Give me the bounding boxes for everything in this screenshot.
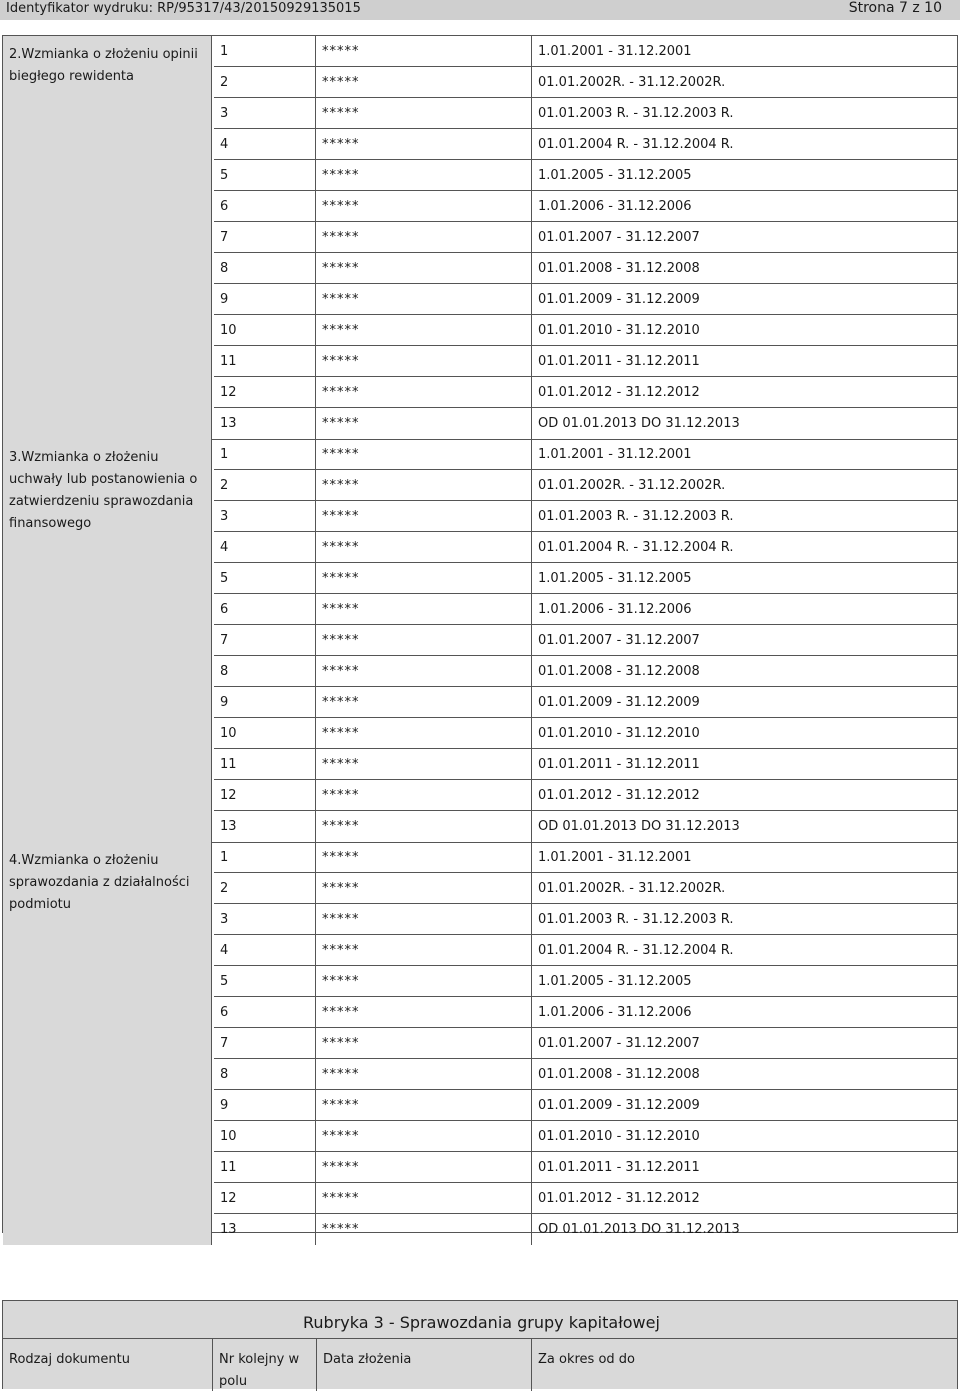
row-number: 13 bbox=[220, 416, 237, 431]
table-row bbox=[214, 501, 957, 532]
section-4 bbox=[3, 842, 957, 1245]
masked-value: ***** bbox=[322, 447, 360, 462]
masked-value: ***** bbox=[322, 292, 360, 307]
period-value: 1.01.2006 - 31.12.2006 bbox=[538, 199, 692, 214]
period-value: 01.01.2011 - 31.12.2011 bbox=[538, 1160, 700, 1175]
rubryka-title: Rubryka 3 - Sprawozdania grupy kapitałowej bbox=[303, 1313, 660, 1332]
rubryka-header-row bbox=[3, 1338, 957, 1391]
period-value: 01.01.2002R. - 31.12.2002R. bbox=[538, 478, 726, 493]
masked-value: ***** bbox=[322, 1129, 360, 1144]
row-number: 8 bbox=[220, 261, 229, 276]
rubryka-3-table bbox=[2, 1300, 958, 1389]
table-row bbox=[214, 129, 957, 160]
row-number: 4 bbox=[220, 540, 229, 555]
masked-value: ***** bbox=[322, 168, 360, 183]
table-row bbox=[214, 346, 957, 377]
period-value: 1.01.2001 - 31.12.2001 bbox=[538, 850, 692, 865]
masked-value: ***** bbox=[322, 1222, 360, 1237]
row-number: 6 bbox=[220, 199, 229, 214]
period-value: 1.01.2006 - 31.12.2006 bbox=[538, 1005, 692, 1020]
masked-value: ***** bbox=[322, 602, 360, 617]
period-value: 01.01.2009 - 31.12.2009 bbox=[538, 292, 700, 307]
period-value: 1.01.2001 - 31.12.2001 bbox=[538, 447, 692, 462]
table-row bbox=[214, 1059, 957, 1090]
row-number: 11 bbox=[220, 354, 237, 369]
period-value: 01.01.2009 - 31.12.2009 bbox=[538, 1098, 700, 1113]
period-value: 01.01.2003 R. - 31.12.2003 R. bbox=[538, 509, 734, 524]
table-row bbox=[214, 160, 957, 191]
table-row bbox=[214, 532, 957, 563]
section-3 bbox=[3, 439, 957, 842]
row-number: 11 bbox=[220, 1160, 237, 1175]
table-row bbox=[214, 408, 957, 439]
period-value: 1.01.2006 - 31.12.2006 bbox=[538, 602, 692, 617]
masked-value: ***** bbox=[322, 664, 360, 679]
table-row bbox=[214, 718, 957, 749]
period-value: OD 01.01.2013 DO 31.12.2013 bbox=[538, 819, 740, 834]
row-number: 12 bbox=[220, 385, 237, 400]
section-label: 3.Wzmianka o złożeniu uchwały lub postanowienia o zatwierdzeniu sprawozdania finansowego bbox=[3, 439, 212, 842]
table-row bbox=[214, 1214, 957, 1245]
row-number: 3 bbox=[220, 509, 229, 524]
period-value: 01.01.2012 - 31.12.2012 bbox=[538, 385, 700, 400]
table-row bbox=[214, 315, 957, 346]
page-number: Strona 7 z 10 bbox=[848, 0, 942, 16]
table-row bbox=[214, 811, 957, 842]
table-row bbox=[214, 67, 957, 98]
masked-value: ***** bbox=[322, 912, 360, 927]
period-value: 01.01.2010 - 31.12.2010 bbox=[538, 323, 700, 338]
period-value: 01.01.2004 R. - 31.12.2004 R. bbox=[538, 943, 734, 958]
period-value: 01.01.2002R. - 31.12.2002R. bbox=[538, 881, 726, 896]
period-value: 1.01.2005 - 31.12.2005 bbox=[538, 974, 692, 989]
masked-value: ***** bbox=[322, 1160, 360, 1175]
print-identifier: Identyfikator wydruku: RP/95317/43/20150929135015 bbox=[6, 1, 361, 16]
row-number: 4 bbox=[220, 137, 229, 152]
row-number: 12 bbox=[220, 788, 237, 803]
row-number: 11 bbox=[220, 757, 237, 772]
table-row bbox=[214, 594, 957, 625]
masked-value: ***** bbox=[322, 540, 360, 555]
masked-value: ***** bbox=[322, 106, 360, 121]
section-label: 2.Wzmianka o złożeniu opinii biegłego rewidenta bbox=[3, 36, 212, 439]
table-row bbox=[214, 470, 957, 501]
masked-value: ***** bbox=[322, 199, 360, 214]
masked-value: ***** bbox=[322, 726, 360, 741]
row-number: 6 bbox=[220, 1005, 229, 1020]
table-row bbox=[214, 1183, 957, 1214]
period-value: 01.01.2008 - 31.12.2008 bbox=[538, 664, 700, 679]
period-value: 1.01.2005 - 31.12.2005 bbox=[538, 168, 692, 183]
table-row bbox=[214, 439, 957, 470]
masked-value: ***** bbox=[322, 416, 360, 431]
row-number: 10 bbox=[220, 726, 237, 741]
print-header bbox=[0, 0, 960, 20]
col-filing-date: Data złożenia bbox=[323, 1352, 412, 1367]
row-number: 2 bbox=[220, 881, 229, 896]
row-number: 8 bbox=[220, 664, 229, 679]
table-row bbox=[214, 1152, 957, 1183]
period-value: 1.01.2001 - 31.12.2001 bbox=[538, 44, 692, 59]
table-row bbox=[214, 1028, 957, 1059]
masked-value: ***** bbox=[322, 478, 360, 493]
period-value: 01.01.2011 - 31.12.2011 bbox=[538, 354, 700, 369]
period-value: 01.01.2010 - 31.12.2010 bbox=[538, 1129, 700, 1144]
col-document-type: Rodzaj dokumentu bbox=[9, 1352, 130, 1367]
table-row bbox=[214, 935, 957, 966]
row-number: 2 bbox=[220, 478, 229, 493]
masked-value: ***** bbox=[322, 757, 360, 772]
period-value: 01.01.2003 R. - 31.12.2003 R. bbox=[538, 106, 734, 121]
col-period: Za okres od do bbox=[538, 1352, 635, 1367]
row-number: 4 bbox=[220, 943, 229, 958]
table-row bbox=[214, 749, 957, 780]
row-number: 1 bbox=[220, 44, 229, 59]
row-number: 9 bbox=[220, 292, 229, 307]
table-row bbox=[214, 780, 957, 811]
masked-value: ***** bbox=[322, 943, 360, 958]
period-value: 1.01.2005 - 31.12.2005 bbox=[538, 571, 692, 586]
masked-value: ***** bbox=[322, 1191, 360, 1206]
table-row bbox=[214, 36, 957, 67]
row-number: 12 bbox=[220, 1191, 237, 1206]
masked-value: ***** bbox=[322, 788, 360, 803]
table-row bbox=[214, 687, 957, 718]
masked-value: ***** bbox=[322, 137, 360, 152]
masked-value: ***** bbox=[322, 385, 360, 400]
row-number: 6 bbox=[220, 602, 229, 617]
period-value: 01.01.2004 R. - 31.12.2004 R. bbox=[538, 540, 734, 555]
masked-value: ***** bbox=[322, 695, 360, 710]
section-2 bbox=[3, 36, 957, 439]
masked-value: ***** bbox=[322, 1067, 360, 1082]
table-row bbox=[214, 966, 957, 997]
masked-value: ***** bbox=[322, 509, 360, 524]
row-number: 10 bbox=[220, 1129, 237, 1144]
row-number: 7 bbox=[220, 633, 229, 648]
row-number: 1 bbox=[220, 850, 229, 865]
section-label: 4.Wzmianka o złożeniu sprawozdania z działalności podmiotu bbox=[3, 842, 212, 1245]
table-row bbox=[214, 253, 957, 284]
masked-value: ***** bbox=[322, 633, 360, 648]
row-number: 13 bbox=[220, 1222, 237, 1237]
row-number: 13 bbox=[220, 819, 237, 834]
masked-value: ***** bbox=[322, 571, 360, 586]
row-number: 7 bbox=[220, 230, 229, 245]
period-value: 01.01.2011 - 31.12.2011 bbox=[538, 757, 700, 772]
period-value: 01.01.2012 - 31.12.2012 bbox=[538, 788, 700, 803]
entries-table bbox=[2, 35, 958, 1237]
row-number: 5 bbox=[220, 571, 229, 586]
masked-value: ***** bbox=[322, 850, 360, 865]
masked-value: ***** bbox=[322, 75, 360, 90]
table-row bbox=[214, 377, 957, 408]
table-row bbox=[214, 1121, 957, 1152]
row-number: 7 bbox=[220, 1036, 229, 1051]
row-number: 9 bbox=[220, 695, 229, 710]
period-value: 01.01.2007 - 31.12.2007 bbox=[538, 230, 700, 245]
period-value: 01.01.2004 R. - 31.12.2004 R. bbox=[538, 137, 734, 152]
masked-value: ***** bbox=[322, 819, 360, 834]
masked-value: ***** bbox=[322, 1036, 360, 1051]
table-row bbox=[214, 904, 957, 935]
masked-value: ***** bbox=[322, 1098, 360, 1113]
period-value: OD 01.01.2013 DO 31.12.2013 bbox=[538, 1222, 740, 1237]
masked-value: ***** bbox=[322, 974, 360, 989]
table-row bbox=[214, 191, 957, 222]
row-number: 3 bbox=[220, 912, 229, 927]
period-value: OD 01.01.2013 DO 31.12.2013 bbox=[538, 416, 740, 431]
row-number: 1 bbox=[220, 447, 229, 462]
row-number: 8 bbox=[220, 1067, 229, 1082]
table-row bbox=[214, 997, 957, 1028]
table-row bbox=[214, 1090, 957, 1121]
row-number: 9 bbox=[220, 1098, 229, 1113]
table-row bbox=[214, 842, 957, 873]
period-value: 01.01.2008 - 31.12.2008 bbox=[538, 1067, 700, 1082]
row-number: 10 bbox=[220, 323, 237, 338]
masked-value: ***** bbox=[322, 230, 360, 245]
period-value: 01.01.2012 - 31.12.2012 bbox=[538, 1191, 700, 1206]
table-row bbox=[214, 284, 957, 315]
masked-value: ***** bbox=[322, 881, 360, 896]
period-value: 01.01.2007 - 31.12.2007 bbox=[538, 633, 700, 648]
table-row bbox=[214, 222, 957, 253]
masked-value: ***** bbox=[322, 44, 360, 59]
period-value: 01.01.2002R. - 31.12.2002R. bbox=[538, 75, 726, 90]
period-value: 01.01.2010 - 31.12.2010 bbox=[538, 726, 700, 741]
table-row bbox=[214, 563, 957, 594]
masked-value: ***** bbox=[322, 1005, 360, 1020]
period-value: 01.01.2008 - 31.12.2008 bbox=[538, 261, 700, 276]
table-row bbox=[214, 625, 957, 656]
row-number: 2 bbox=[220, 75, 229, 90]
row-number: 5 bbox=[220, 974, 229, 989]
table-row bbox=[214, 98, 957, 129]
table-row bbox=[214, 873, 957, 904]
period-value: 01.01.2003 R. - 31.12.2003 R. bbox=[538, 912, 734, 927]
table-row bbox=[214, 656, 957, 687]
masked-value: ***** bbox=[322, 323, 360, 338]
masked-value: ***** bbox=[322, 261, 360, 276]
col-sequence-number: Nr kolejny w polu bbox=[219, 1352, 300, 1389]
masked-value: ***** bbox=[322, 354, 360, 369]
row-number: 3 bbox=[220, 106, 229, 121]
period-value: 01.01.2009 - 31.12.2009 bbox=[538, 695, 700, 710]
period-value: 01.01.2007 - 31.12.2007 bbox=[538, 1036, 700, 1051]
row-number: 5 bbox=[220, 168, 229, 183]
